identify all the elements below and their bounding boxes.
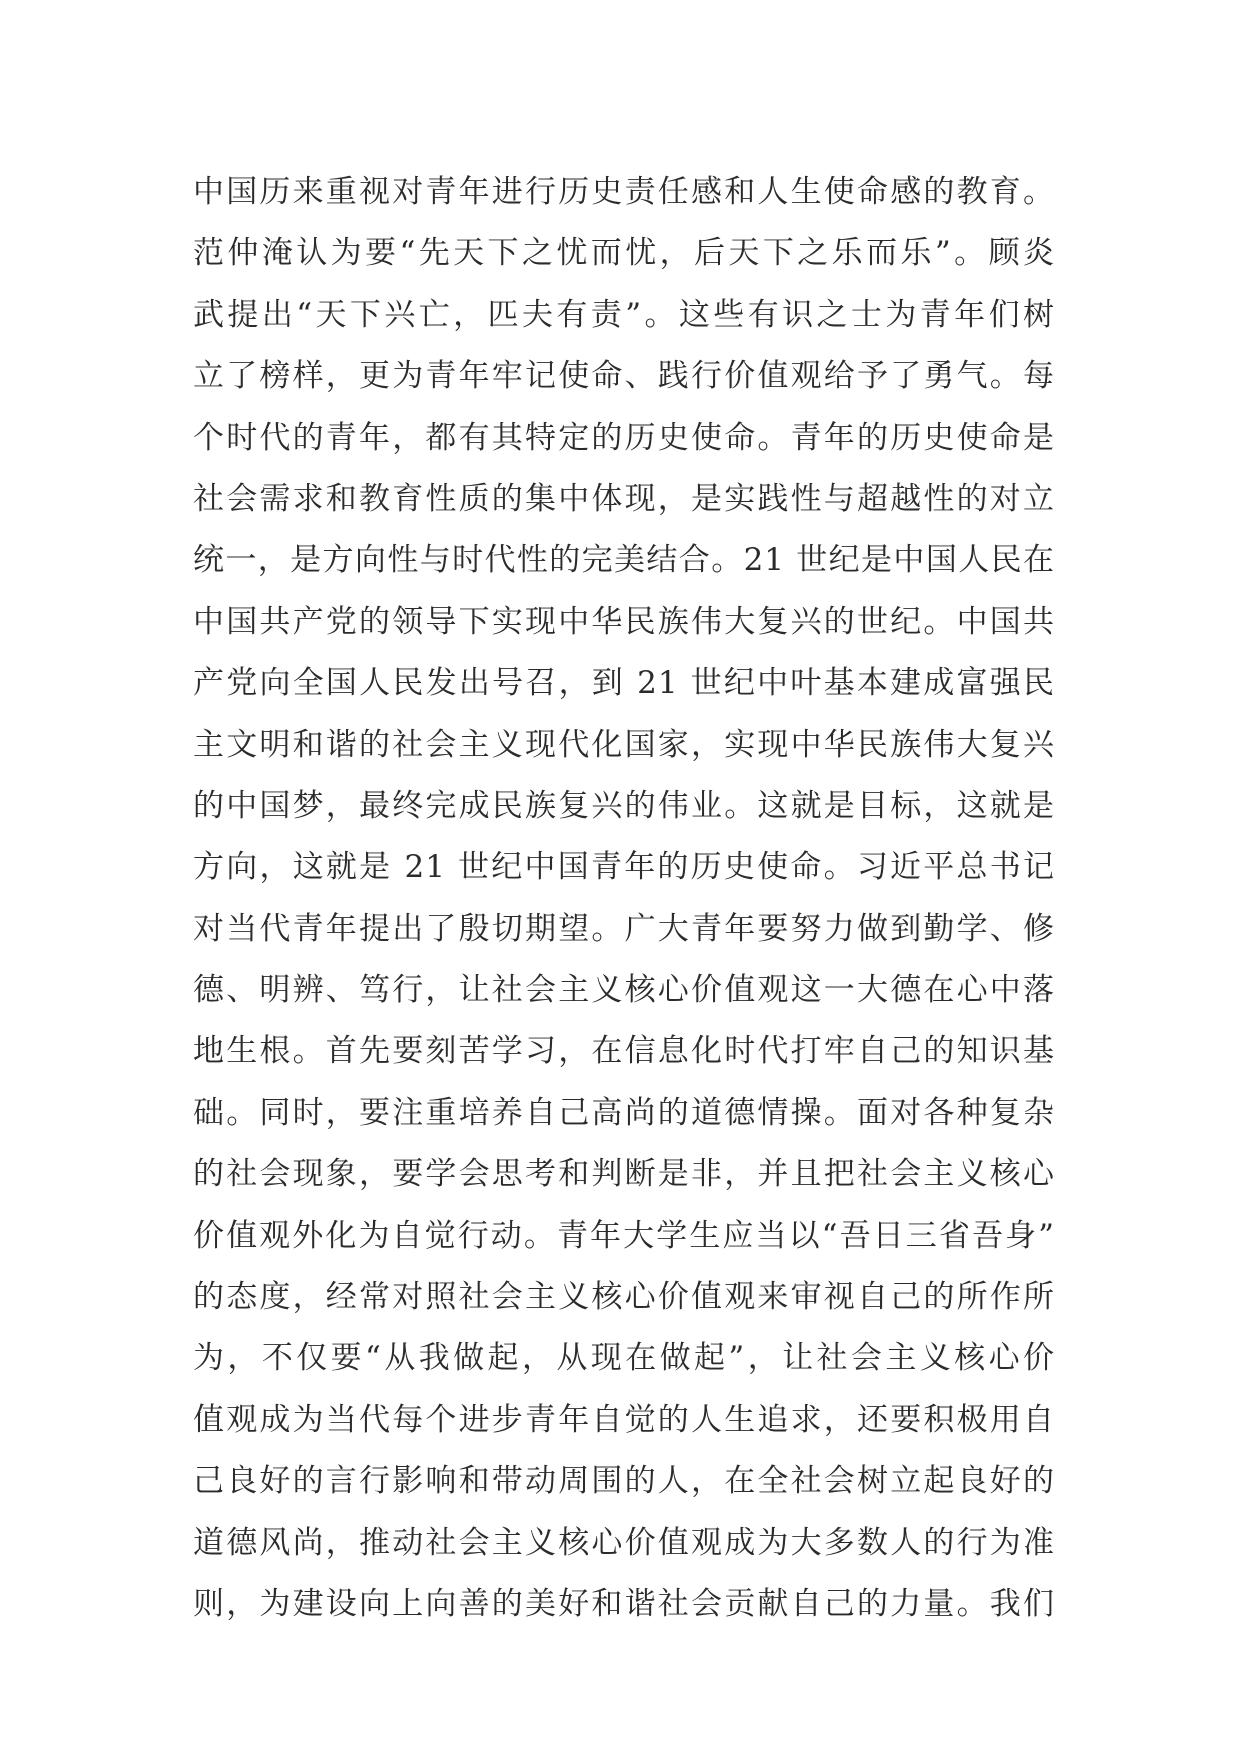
text-line: 的态度，经常对照社会主义核心价值观来审视自己的所作所 [193, 1279, 1055, 1316]
text-line: 主文明和谐的社会主义现代化国家，实现中华民族伟大复兴 [193, 726, 1055, 763]
text-line: 道德风尚，推动社会主义核心价值观成为大多数人的行为准 [193, 1524, 1055, 1561]
text-line: 产党向全国人民发出号召，到 21 世纪中叶基本建成富强民 [193, 665, 1055, 702]
text-line: 为，不仅要“从我做起，从现在做起”，让社会主义核心价 [193, 1340, 1055, 1377]
text-line: 个时代的青年，都有其特定的历史使命。青年的历史使命是 [193, 419, 1055, 456]
text-line: 统一，是方向性与时代性的完美结合。21 世纪是中国人民在 [193, 542, 1055, 579]
text-line: 地生根。首先要刻苦学习，在信息化时代打牢自己的知识基 [193, 1033, 1055, 1070]
text-line: 立了榜样，更为青年牢记使命、践行价值观给予了勇气。每 [193, 358, 1055, 395]
text-line: 社会需求和教育性质的集中体现，是实践性与超越性的对立 [193, 480, 1055, 517]
body-paragraph [193, 162, 1055, 1635]
text-line: 则，为建设向上向善的美好和谐社会贡献自己的力量。我们 [193, 1585, 1055, 1622]
text-line: 对当代青年提出了殷切期望。广大青年要努力做到勤学、修 [193, 910, 1055, 947]
text-line: 中国共产党的领导下实现中华民族伟大复兴的世纪。中国共 [193, 603, 1055, 640]
text-line: 方向，这就是 21 世纪中国青年的历史使命。习近平总书记 [193, 849, 1055, 886]
text-line: 中国历来重视对青年进行历史责任感和人生使命感的教育。 [193, 174, 1055, 210]
text-line: 的社会现象，要学会思考和判断是非，并且把社会主义核心 [193, 1156, 1055, 1193]
text-line: 价值观外化为自觉行动。青年大学生应当以“吾日三省吾身” [193, 1217, 1055, 1254]
text-line: 范仲淹认为要“先天下之忧而忧，后天下之乐而乐”。顾炎 [193, 235, 1055, 272]
text-line: 己良好的言行影响和带动周围的人，在全社会树立起良好的 [193, 1463, 1055, 1500]
text-line: 武提出“天下兴亡，匹夫有责”。这些有识之士为青年们树 [193, 296, 1055, 333]
text-line: 础。同时，要注重培养自己高尚的道德情操。面对各种复杂 [193, 1094, 1055, 1131]
text-line: 的中国梦，最终完成民族复兴的伟业。这就是目标，这就是 [193, 787, 1055, 824]
text-line: 德、明辨、笃行，让社会主义核心价值观这一大德在心中落 [193, 972, 1055, 1009]
text-line: 值观成为当代每个进步青年自觉的人生追求，还要积极用自 [193, 1401, 1055, 1438]
